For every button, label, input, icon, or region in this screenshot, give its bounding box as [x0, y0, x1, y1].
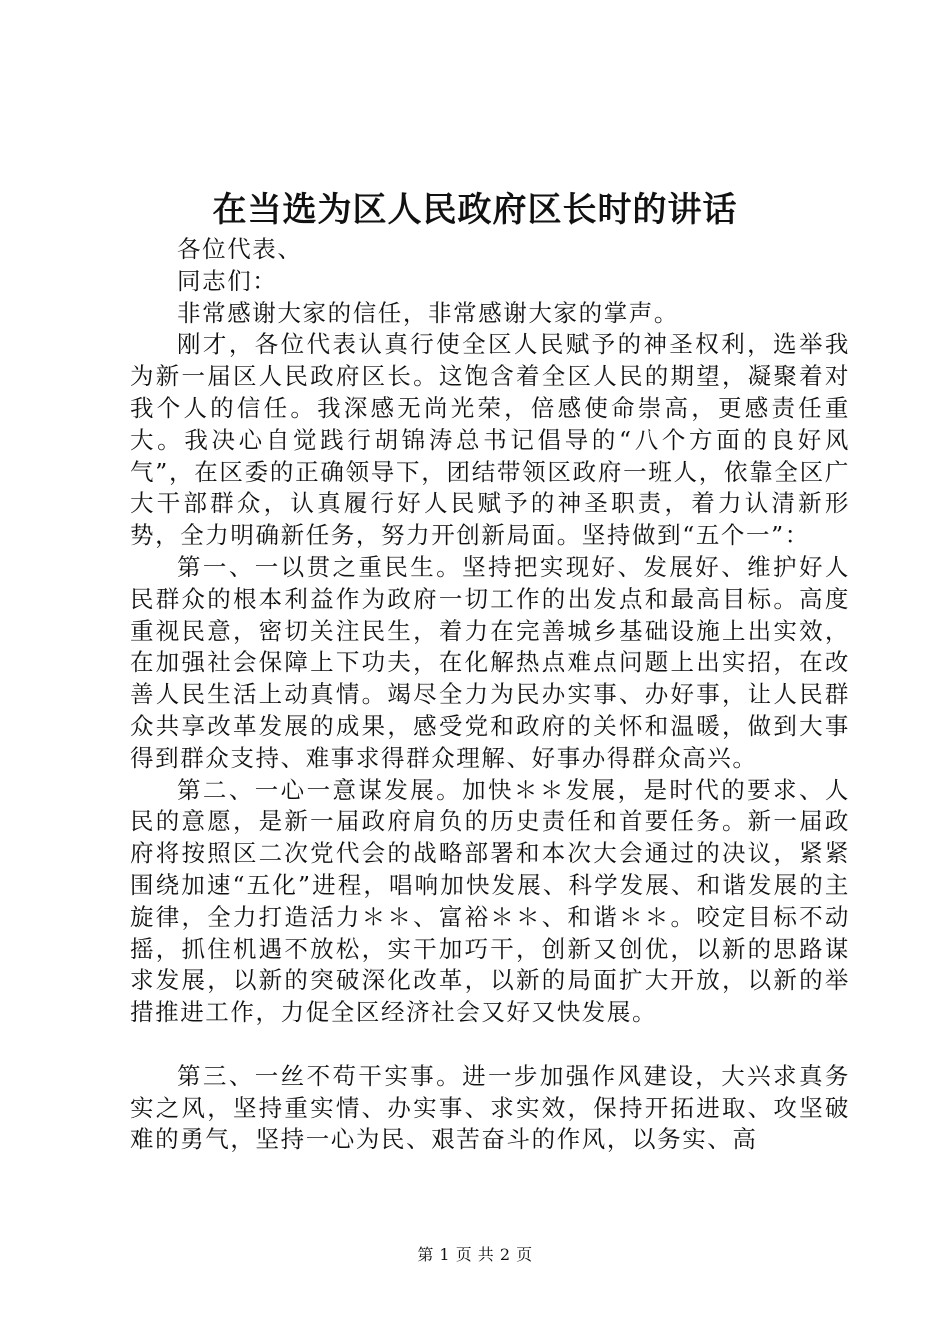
paragraph-thanks: 非常感谢大家的信任，非常感谢大家的掌声。: [177, 298, 679, 327]
paragraph-point-three: 第三、一丝不苟干实事。进一步加强作风建设，大兴求真务实之风，坚持重实情、办实事、求实效，保持开拓进取、攻坚破难的勇气，坚持一心为民、艰苦奋斗的作风，以务实、高: [130, 1061, 850, 1154]
document-title: 在当选为区人民政府区长时的讲话: [212, 190, 738, 230]
salutation-comrades: 同志们：: [177, 266, 278, 295]
page-number-footer: 第 1 页 共 2 页: [417, 1245, 533, 1264]
paragraph-introduction: 刚才，各位代表认真行使全区人民赋予的神圣权利，选举我为新一届区人民政府区长。这饱含着全区人民的期望，凝聚着对我个人的信任。我深感无尚光荣，倍感使命崇高，更感责任重大。我决心自觉践行胡锦涛总书记倡导的“八个方面的良好风气”，在区委的正确领导下，团结带领区政府一班人，依靠全区广大干部群众，认真履行好人民赋予的神圣职责，着力认清新形势，全力明确新任务，努力开创新局面。坚持做到“五个一”：: [130, 330, 850, 550]
paragraph-point-one: 第一、一以贯之重民生。坚持把实现好、发展好、维护好人民群众的根本利益作为政府一切工作的出发点和最高目标。高度重视民意，密切关注民生，着力在完善城乡基础设施上出实效，在加强社会保障上下功夫，在化解热点难点问题上出实招，在改善人民生活上动真情。竭尽全力为民办实事、办好事，让人民群众共享改革发展的成果，感受党和政府的关怀和温暖，做到大事得到群众支持、难事求得群众理解、好事办得群众高兴。: [130, 552, 850, 772]
salutation-delegates: 各位代表、: [177, 235, 303, 263]
document-body: [130, 234, 850, 1156]
paragraph-point-two: 第二、一心一意谋发展。加快＊＊发展，是时代的要求、人民的意愿，是新一届政府肩负的历史责任和首要任务。新一届政府将按照区二次党代会的战略部署和本次大会通过的决议，紧紧围绕加速“五化”进程，唱响加快发展、科学发展、和谐发展的主旋律，全力打造活力＊＊、富裕＊＊、和谐＊＊。咬定目标不动摇，抓住机遇不放松，实干加巧干，创新又创优，以新的思路谋求发展，以新的突破深化改革，以新的局面扩大开放，以新的举措推进工作，力促全区经济社会又好又快发展。: [130, 775, 850, 1027]
